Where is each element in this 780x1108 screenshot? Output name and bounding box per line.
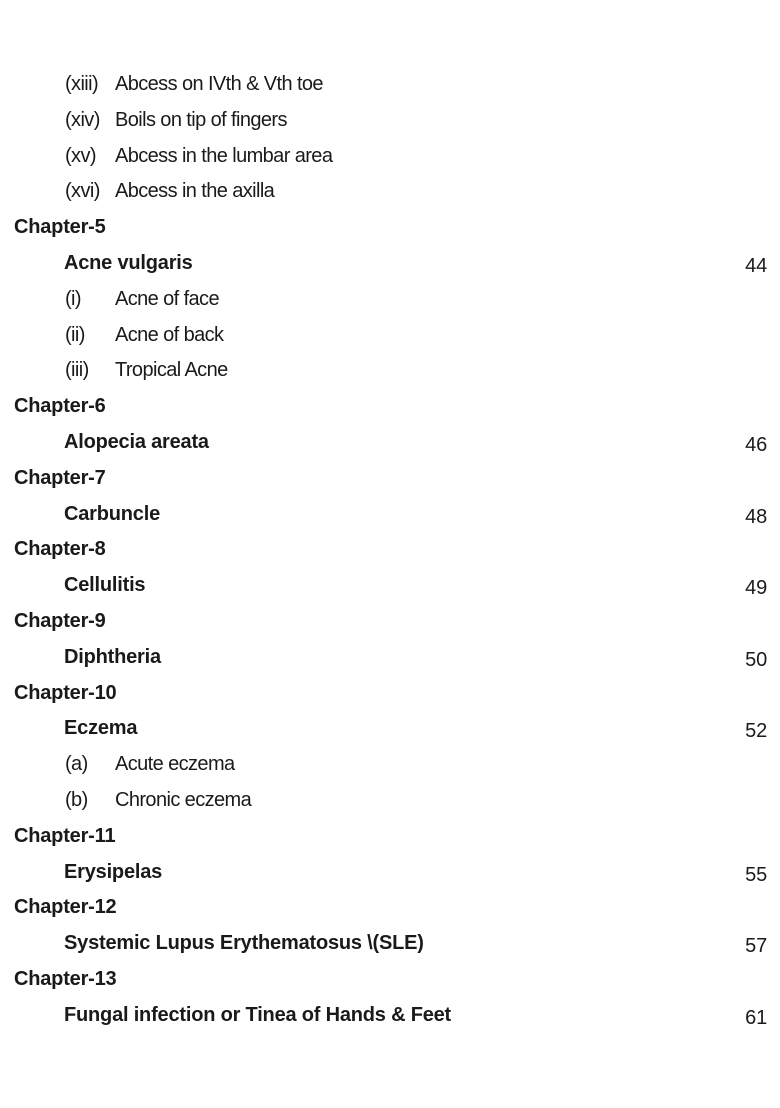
chapter-label: Chapter-11 bbox=[14, 824, 116, 847]
entry-title: Carbuncle bbox=[64, 502, 161, 525]
chapter-heading bbox=[0, 213, 780, 249]
toc-subentry bbox=[0, 142, 780, 178]
page-number: 46 bbox=[745, 433, 767, 456]
subentry-text: Chronic eczema bbox=[115, 788, 252, 811]
chapter-heading bbox=[0, 679, 780, 715]
subentry-text: Boils on tip of fingers bbox=[115, 108, 287, 131]
page-number: 49 bbox=[745, 577, 767, 600]
toc-entry bbox=[0, 500, 780, 536]
entry-title: Fungal infection or Tinea of Hands & Feet bbox=[64, 1003, 452, 1026]
entry-title: Erysipelas bbox=[64, 860, 163, 883]
toc-subentry bbox=[0, 177, 780, 213]
toc-entry bbox=[0, 571, 780, 607]
toc-entry bbox=[0, 929, 780, 965]
subentry-number: (i) bbox=[65, 287, 81, 310]
chapter-label: Chapter-9 bbox=[14, 609, 106, 632]
toc-entry bbox=[0, 714, 780, 750]
chapter-heading bbox=[0, 464, 780, 500]
page-number: 48 bbox=[745, 505, 767, 528]
chapter-label: Chapter-8 bbox=[14, 538, 106, 561]
page-number: 50 bbox=[745, 648, 767, 671]
subentry-number: (xvi) bbox=[65, 180, 100, 203]
toc-entry bbox=[0, 249, 780, 285]
chapter-heading bbox=[0, 822, 780, 858]
toc-entry bbox=[0, 643, 780, 679]
toc-subentry bbox=[0, 750, 780, 786]
page-number: 57 bbox=[745, 935, 767, 958]
chapter-label: Chapter-5 bbox=[14, 216, 106, 239]
entry-title: Eczema bbox=[64, 717, 138, 740]
chapter-label: Chapter-13 bbox=[14, 967, 117, 990]
subentry-text: Tropical Acne bbox=[115, 359, 228, 382]
chapter-heading bbox=[0, 607, 780, 643]
page-number: 52 bbox=[745, 720, 767, 743]
subentry-number: (xiii) bbox=[65, 73, 99, 95]
subentry-text: Abcess on IVth & Vth toe bbox=[115, 73, 323, 95]
chapter-label: Chapter-7 bbox=[14, 466, 106, 489]
chapter-heading bbox=[0, 893, 780, 929]
chapter-label: Chapter-10 bbox=[14, 681, 117, 704]
chapter-heading bbox=[0, 965, 780, 1001]
entry-title: Systemic Lupus Erythematosus \(SLE) bbox=[64, 932, 424, 955]
toc-subentry bbox=[0, 285, 780, 321]
subentry-text: Abcess in the lumbar area bbox=[115, 144, 333, 167]
toc-subentry bbox=[0, 786, 780, 822]
subentry-text: Abcess in the axilla bbox=[115, 180, 275, 203]
subentry-number: (ii) bbox=[65, 323, 85, 346]
table-of-contents bbox=[0, 70, 780, 1037]
toc-subentry bbox=[0, 106, 780, 142]
subentry-number: (iii) bbox=[65, 359, 89, 382]
subentry-number: (b) bbox=[65, 788, 88, 811]
subentry-text: Acute eczema bbox=[115, 753, 235, 776]
toc-subentry bbox=[0, 356, 780, 392]
page-number: 55 bbox=[745, 863, 767, 886]
toc-subentry bbox=[0, 70, 780, 106]
subentry-number: (a) bbox=[65, 753, 88, 776]
subentry-text: Acne of face bbox=[115, 287, 219, 310]
entry-title: Cellulitis bbox=[64, 574, 146, 597]
toc-entry bbox=[0, 428, 780, 464]
chapter-label: Chapter-6 bbox=[14, 395, 106, 418]
chapter-label: Chapter-12 bbox=[14, 896, 117, 919]
subentry-number: (xiv) bbox=[65, 108, 100, 131]
page-number: 44 bbox=[745, 254, 767, 277]
chapter-heading bbox=[0, 392, 780, 428]
chapter-heading bbox=[0, 535, 780, 571]
toc-entry bbox=[0, 1001, 780, 1037]
page-number: 61 bbox=[745, 1006, 767, 1029]
toc-entry bbox=[0, 858, 780, 894]
entry-title: Diphtheria bbox=[64, 645, 161, 668]
toc-subentry bbox=[0, 321, 780, 357]
entry-title: Acne vulgaris bbox=[64, 251, 193, 274]
subentry-number: (xv) bbox=[65, 144, 96, 167]
subentry-text: Acne of back bbox=[115, 323, 224, 346]
entry-title: Alopecia areata bbox=[64, 430, 209, 453]
